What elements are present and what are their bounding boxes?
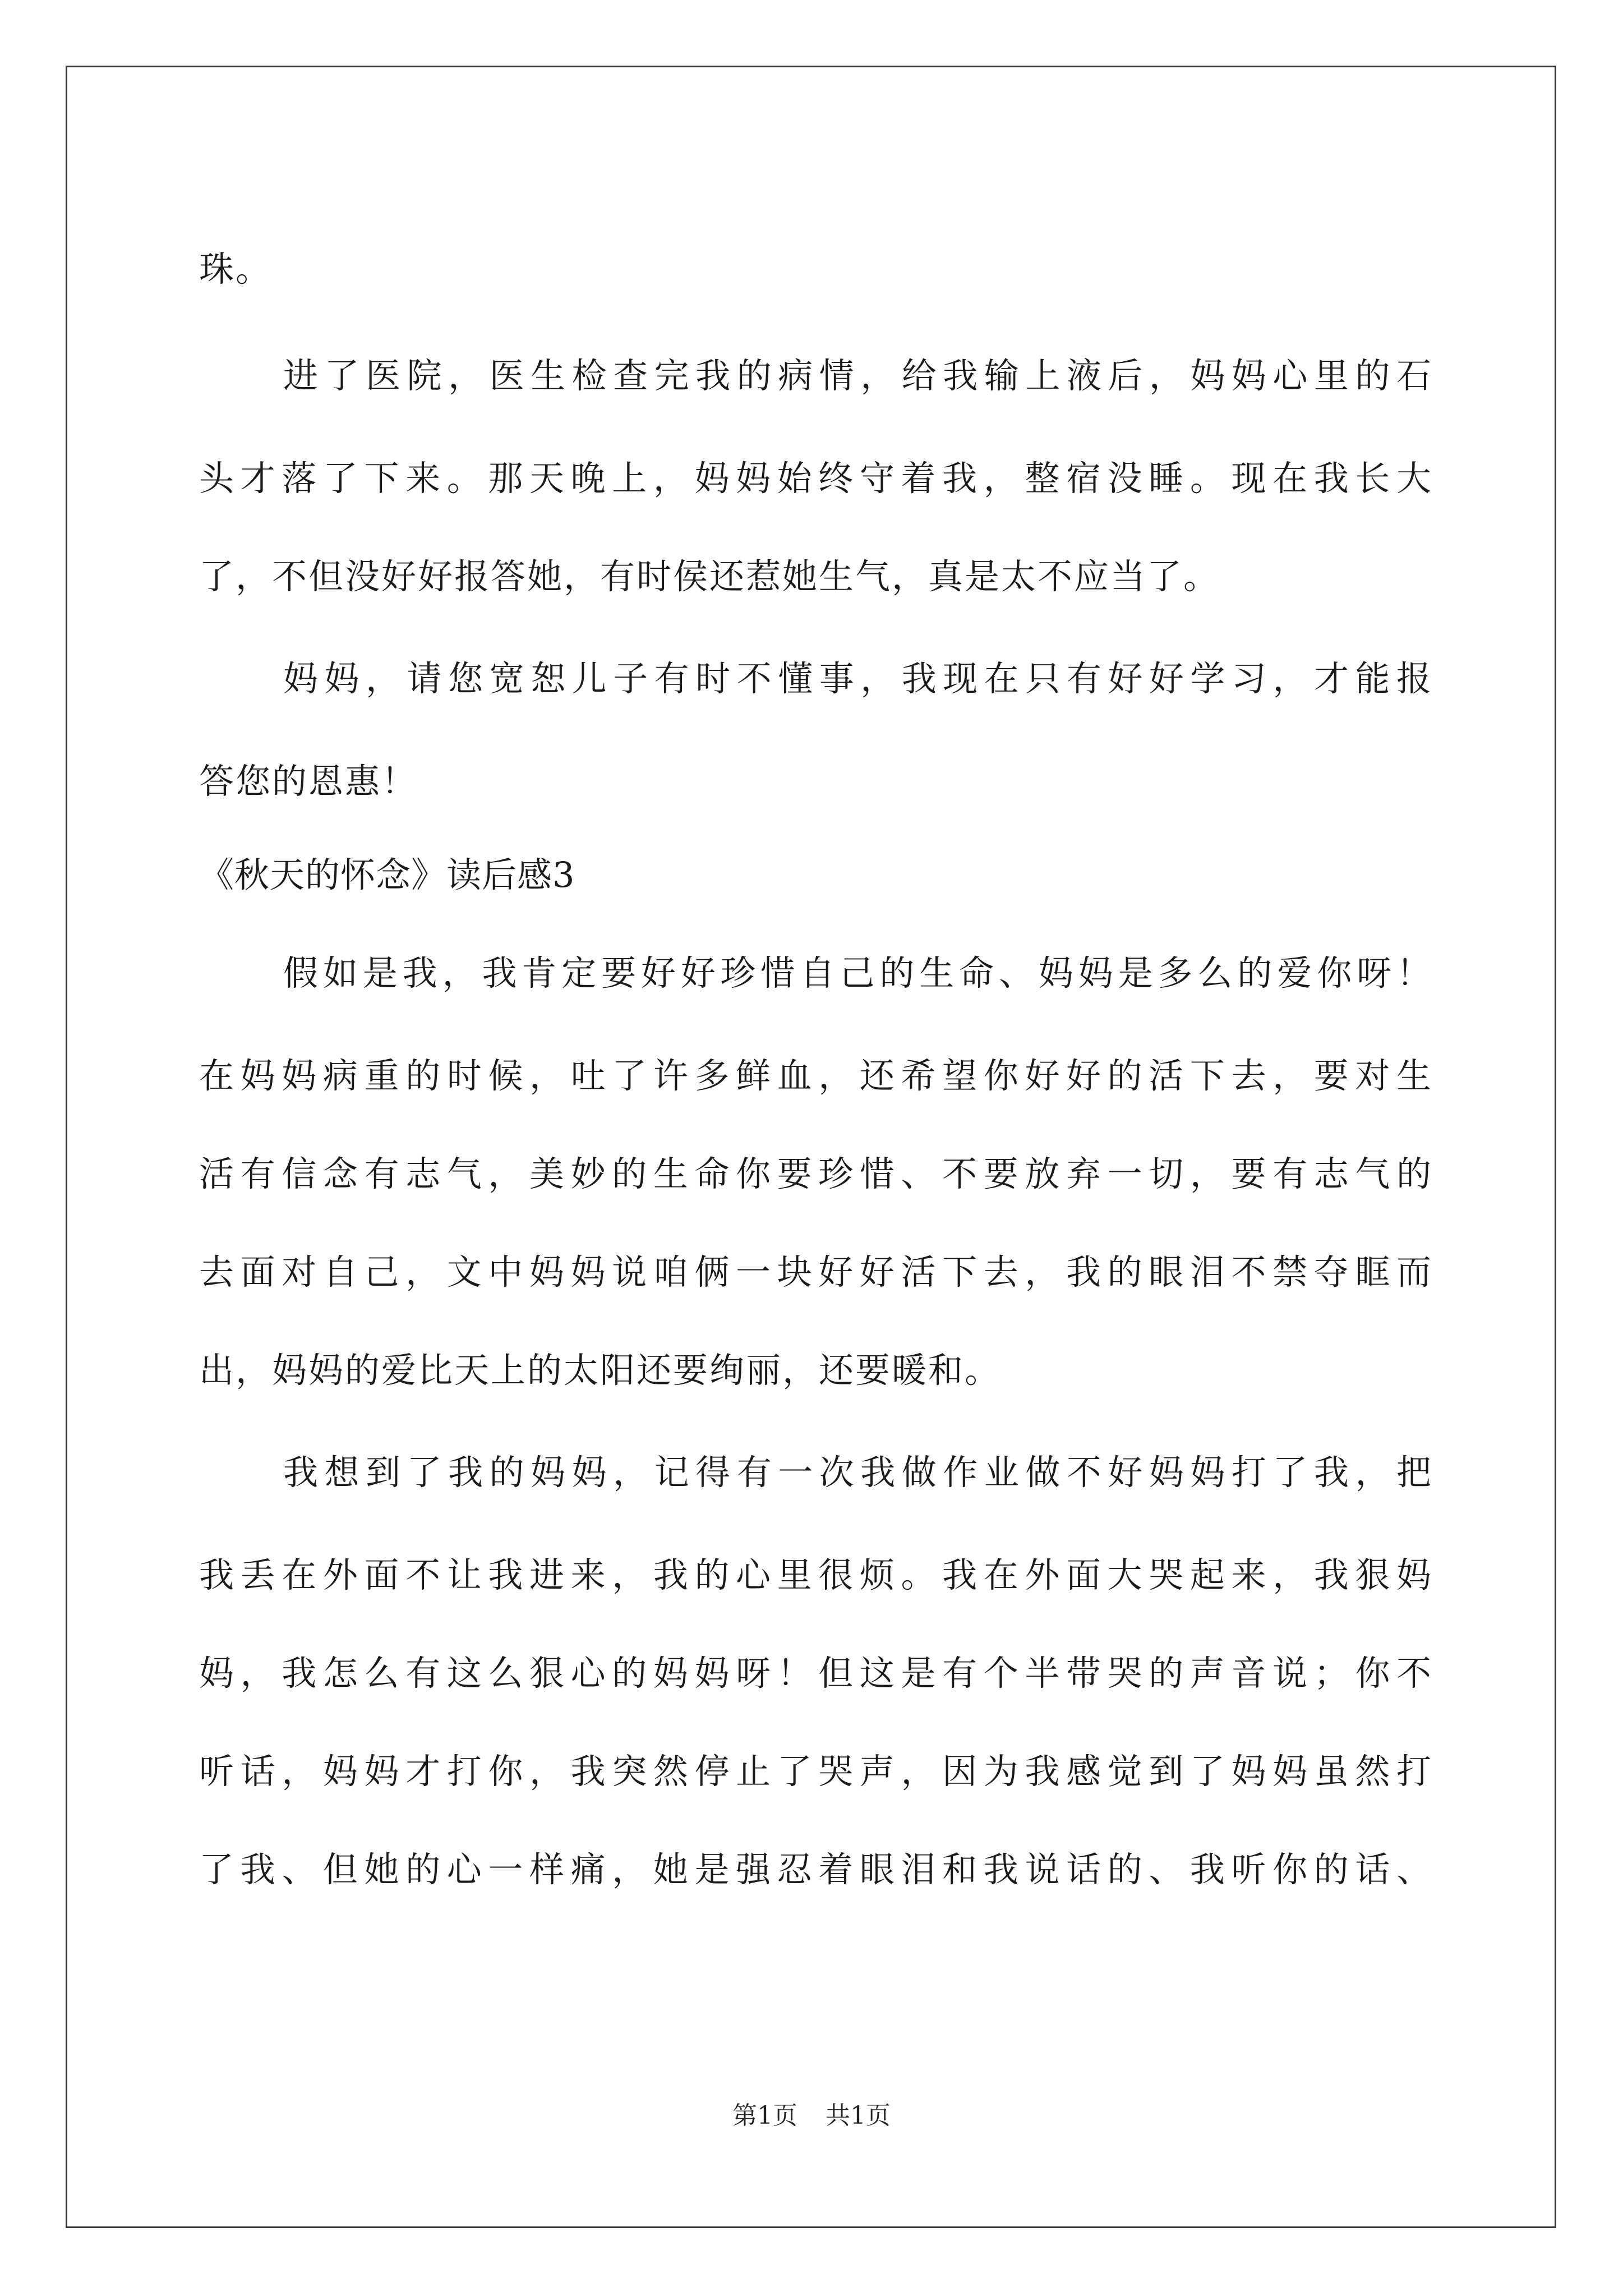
section-heading: 《秋天的怀念》读后感3 — [199, 854, 575, 895]
text-line: 我丢在外面不让我进来，我的心里很烦。我在外面大哭起来，我狠妈 — [199, 1554, 1433, 1595]
text-line: 头才落了下来。那天晚上，妈妈始终守着我，整宿没睡。现在我长大 — [199, 458, 1433, 499]
page-total: 共1页 — [826, 2101, 891, 2130]
text-line: 珠。 — [199, 249, 273, 289]
text-line: 答您的恩惠！ — [199, 761, 418, 802]
text-line: 活有信念有志气，美妙的生命你要珍惜、不要放弃一切，要有志气的 — [199, 1153, 1433, 1194]
text-line: 听话，妈妈才打你，我突然停止了哭声，因为我感觉到了妈妈虽然打 — [199, 1751, 1433, 1792]
document-body — [199, 216, 1433, 1918]
text-line: 了我、但她的心一样痛，她是强忍着眼泪和我说话的、我听你的话、 — [199, 1849, 1433, 1890]
text-line: 我想到了我的妈妈，记得有一次我做作业做不好妈妈打了我，把 — [283, 1452, 1433, 1493]
text-line: 了，不但没好好报答她，有时侯还惹她生气，真是太不应当了。 — [199, 556, 1220, 597]
text-line: 出，妈妈的爱比天上的太阳还要绚丽，还要暖和。 — [199, 1350, 1002, 1391]
page-number: 第1页 — [732, 2101, 797, 2130]
text-line: 进了医院，医生检查完我的病情，给我输上液后，妈妈心里的石 — [283, 355, 1433, 396]
text-line: 妈，我怎么有这么狠心的妈妈呀！但这是有个半带哭的声音说；你不 — [199, 1653, 1433, 1694]
text-line: 在妈妈病重的时候，吐了许多鲜血，还希望你好好的活下去，要对生 — [199, 1055, 1433, 1096]
text-line: 去面对自己，文中妈妈说咱俩一块好好活下去，我的眼泪不禁夺眶而 — [199, 1251, 1433, 1292]
page-footer — [0, 2095, 1623, 2131]
text-line: 假如是我，我肯定要好好珍惜自己的生命、妈妈是多么的爱你呀！ — [283, 953, 1433, 993]
text-line: 妈妈，请您宽恕儿子有时不懂事，我现在只有好好学习，才能报 — [283, 658, 1433, 699]
